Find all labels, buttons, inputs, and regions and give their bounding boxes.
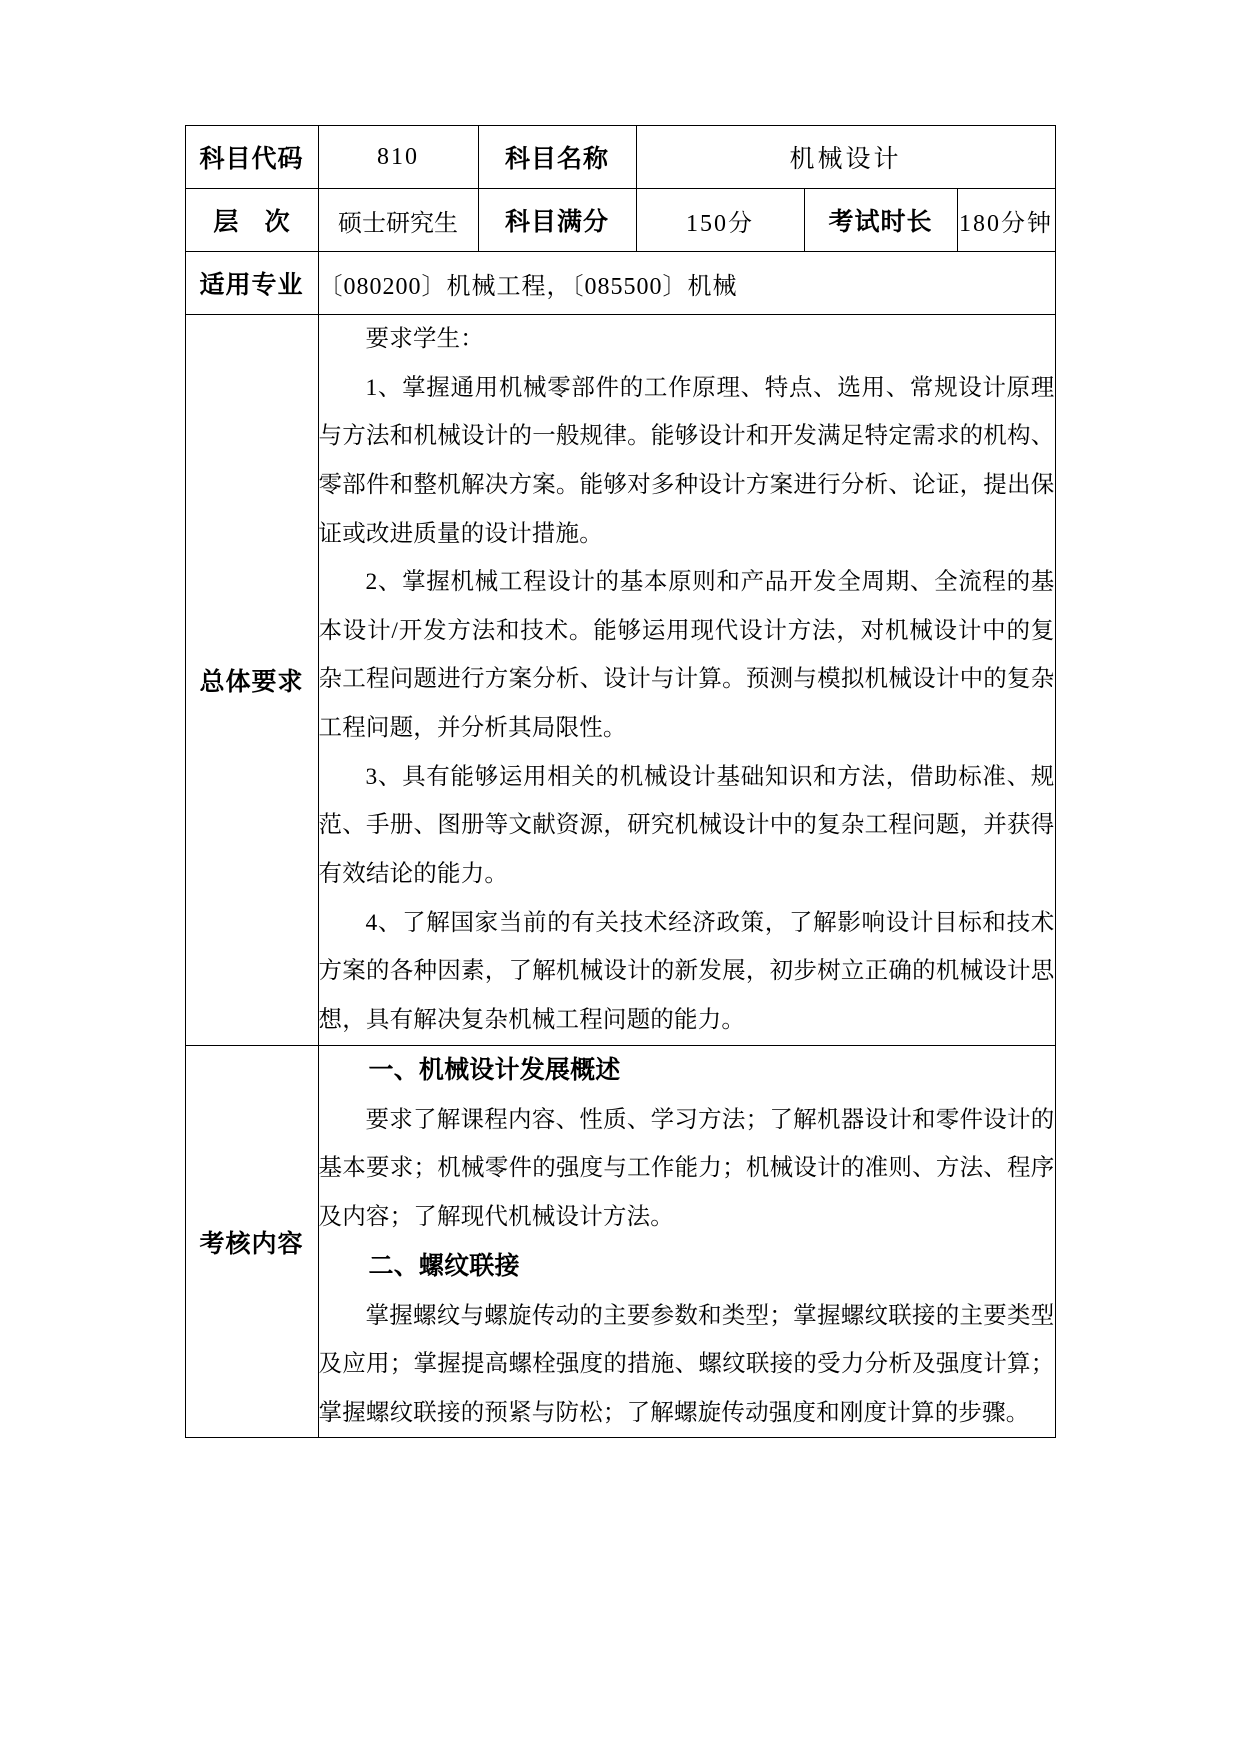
full-mark-value: 150分 xyxy=(636,189,804,252)
overall-requirements-label: 总体要求 xyxy=(185,315,318,1046)
table-row-level xyxy=(185,189,1055,252)
full-mark-label: 科目满分 xyxy=(478,189,636,252)
exam-content-body xyxy=(318,1045,1055,1438)
subject-code-label: 科目代码 xyxy=(185,126,318,189)
section-heading-2: 二、螺纹联接 xyxy=(368,1252,520,1280)
syllabus-table xyxy=(185,125,1056,1438)
section-body-2: 掌握螺纹与螺旋传动的主要参数和类型；掌握螺纹联接的主要类型及应用；掌握提高螺栓强度的措施、螺纹联接的受力分析及强度计算；掌握螺纹联接的预紧与防松；了解螺旋传动强度和刚度计算的步骤。 xyxy=(318,1302,1055,1426)
table-row-major xyxy=(185,252,1055,315)
applicable-major-label: 适用专业 xyxy=(185,252,318,315)
table-row-exam-content xyxy=(185,1045,1055,1438)
table-row-subject xyxy=(185,126,1055,189)
overall-item-2: 2、掌握机械工程设计的基本原则和产品开发全周期、全流程的基本设计/开发方法和技术。能够运用现代设计方法，对机械设计中的复杂工程问题进行方案分析、设计与计算。预测与模拟机械设计中的复杂工程问题，并分析其局限性。 xyxy=(318,569,1055,742)
section-body-1: 要求了解课程内容、性质、学习方法；了解机器设计和零件设计的基本要求；机械零件的强度与工作能力；机械设计的准则、方法、程序及内容；了解现代机械设计方法。 xyxy=(318,1106,1055,1230)
level-value: 硕士研究生 xyxy=(318,189,478,252)
overall-intro: 要求学生： xyxy=(365,326,484,352)
overall-requirements-body xyxy=(318,315,1055,1046)
table-row-overall-requirements xyxy=(185,315,1055,1046)
duration-label: 考试时长 xyxy=(804,189,957,252)
level-label: 层 次 xyxy=(185,189,318,252)
applicable-major-value: 〔080200〕机械工程，〔085500〕机械 xyxy=(318,252,1055,315)
subject-code-value: 810 xyxy=(318,126,478,189)
overall-item-1: 1、掌握通用机械零部件的工作原理、特点、选用、常规设计原理与方法和机械设计的一般规律。能够设计和开发满足特定需求的机构、零部件和整机解决方案。能够对多种设计方案进行分析、论证，提出保证或改进质量的设计措施。 xyxy=(318,374,1055,547)
subject-name-value: 机械设计 xyxy=(636,126,1055,189)
overall-item-3: 3、具有能够运用相关的机械设计基础知识和方法，借助标准、规范、手册、图册等文献资源，研究机械设计中的复杂工程问题，并获得有效结论的能力。 xyxy=(318,763,1055,888)
subject-name-label: 科目名称 xyxy=(478,126,636,189)
exam-content-label: 考核内容 xyxy=(185,1045,318,1438)
section-heading-1: 一、机械设计发展概述 xyxy=(368,1056,621,1084)
overall-item-4: 4、了解国家当前的有关技术经济政策，了解影响设计目标和技术方案的各种因素，了解机械设计的新发展，初步树立正确的机械设计思想，具有解决复杂机械工程问题的能力。 xyxy=(318,909,1055,1033)
duration-value: 180分钟 xyxy=(957,189,1055,252)
